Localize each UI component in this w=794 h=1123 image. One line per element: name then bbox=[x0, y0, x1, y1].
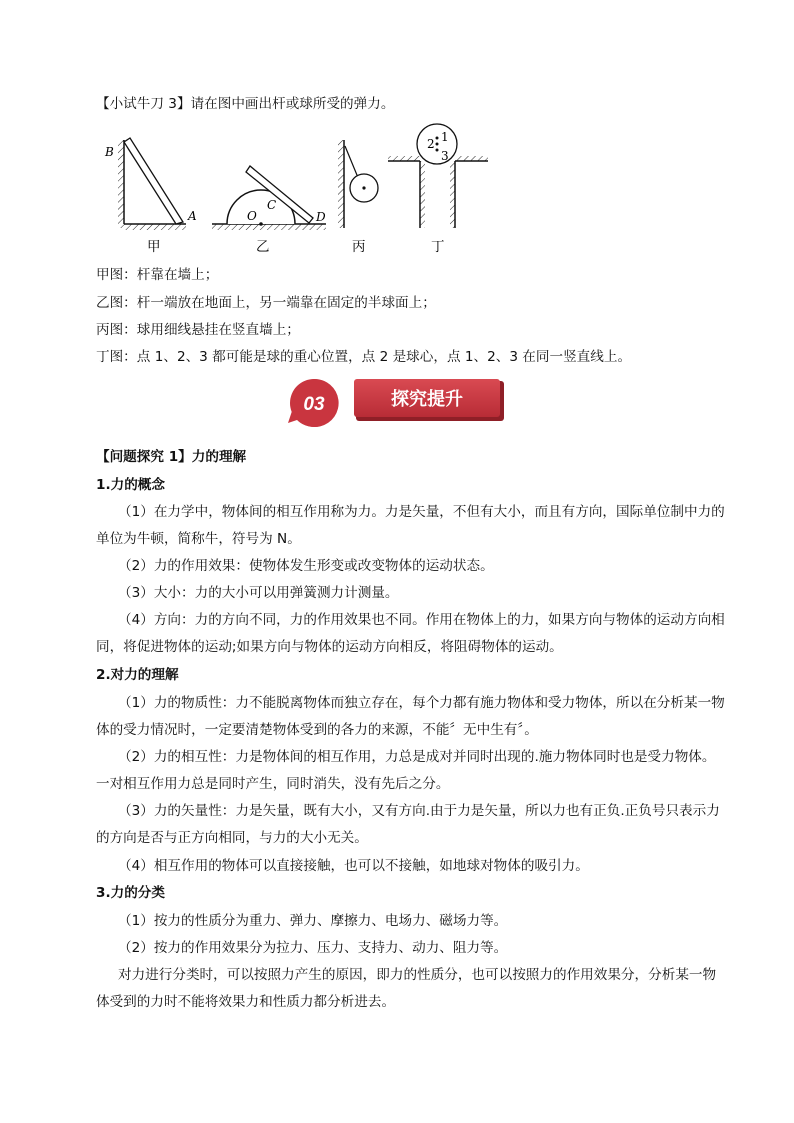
paragraph-3-1: （1）按力的性质分为重力、弹力、摩擦力、电场力、磁场力等。 bbox=[118, 913, 508, 929]
caption-yi: 乙 bbox=[256, 239, 270, 255]
paragraph-1-3: （3）大小：力的大小可以用弹簧测力计测量。 bbox=[118, 585, 399, 601]
paragraph-2-1-line2: 体的受力情况时，一定要清楚物体受到的各力的来源，不能〞无中生有〞。 bbox=[96, 722, 538, 738]
figure-bing bbox=[338, 140, 378, 228]
paragraph-1-4-line1: （4）方向：力的方向不同，力的作用效果也不同。作用在物体上的力，如果方向与物体的运动方向相 bbox=[118, 612, 725, 628]
paragraph-2-4: （4）相互作用的物体可以直接接触，也可以不接触，如地球对物体的吸引力。 bbox=[118, 858, 589, 874]
badge-title: 探究提升 bbox=[391, 389, 463, 410]
ground-hatch bbox=[212, 224, 326, 230]
force-diagrams bbox=[96, 118, 516, 268]
section-heading-1: 1.力的概念 bbox=[96, 477, 165, 493]
wall-hatch bbox=[118, 140, 124, 228]
point-3 bbox=[436, 149, 439, 152]
closing-line2: 体受到的力时不能将效果力和性质力都分析进去。 bbox=[96, 994, 396, 1010]
paragraph-2-2-line1: （2）力的相互性：力是物体间的相互作用，力总是成对并同时出现的.施力物体同时也是受力物体。 bbox=[118, 749, 716, 765]
figure-ding bbox=[388, 124, 488, 228]
label-b: B bbox=[105, 145, 114, 159]
figure-jia bbox=[104, 138, 197, 230]
string bbox=[345, 146, 359, 180]
rod-jia bbox=[124, 138, 183, 224]
paragraph-2-3-line2: 的方向是否与正方向相同，与力的大小无关。 bbox=[96, 830, 368, 846]
force-diagrams-svg bbox=[96, 118, 516, 268]
caption-ding: 丁 bbox=[431, 239, 445, 255]
description-bing: 丙图：球用细线悬挂在竖直墙上； bbox=[96, 322, 300, 338]
paragraph-1-1-line2: 单位为牛顿，简称牛，符号为 N。 bbox=[96, 531, 301, 547]
paragraph-3-2: （2）按力的作用效果分为拉力、压力、支持力、动力、阻力等。 bbox=[118, 940, 508, 956]
paragraph-1-1-line1: （1）在力学中，物体间的相互作用称为力。力是矢量，不但有大小，而且有方向，国际单位制中力的 bbox=[118, 504, 725, 520]
label-o: O bbox=[247, 209, 257, 223]
paragraph-2-2-line2: 一对相互作用力总是同时产生，同时消失，没有先后之分。 bbox=[96, 776, 450, 792]
section-badge bbox=[286, 375, 516, 435]
caption-jia: 甲 bbox=[147, 239, 161, 255]
paragraph-1-2: （2）力的作用效果：使物体发生形变或改变物体的运动状态。 bbox=[118, 558, 494, 574]
paragraph-2-1-line1: （1）力的物质性：力不能脱离物体而独立存在，每个力都有施力物体和受力物体，所以在分析某一物 bbox=[118, 695, 725, 711]
paragraph-1-4-line2: 同，将促进物体的运动;如果方向与物体的运动方向相反，将阻碍物体的运动。 bbox=[96, 639, 563, 655]
section-badge-svg bbox=[286, 375, 516, 435]
point-2 bbox=[436, 143, 439, 146]
section-heading-3: 3.力的分类 bbox=[96, 885, 165, 901]
label-1: 1 bbox=[441, 130, 449, 144]
figure-yi bbox=[212, 166, 326, 230]
paragraph-2-3-line1: （3）力的矢量性：力是矢量，既有大小，又有方向.由于力是矢量，所以力也有正负.正负号只表示力 bbox=[118, 803, 720, 819]
center-o bbox=[259, 222, 263, 226]
label-2: 2 bbox=[427, 137, 435, 151]
closing-line1: 对力进行分类时，可以按照力产生的原因，即力的性质分，也可以按照力的作用效果分，分析某一物 bbox=[118, 967, 717, 983]
ground-hatch bbox=[124, 224, 186, 230]
section-heading-2: 2.对力的理解 bbox=[96, 667, 179, 683]
caption-bing: 丙 bbox=[352, 239, 366, 255]
description-jia: 甲图：杆靠在墙上； bbox=[96, 267, 219, 283]
label-a: A bbox=[188, 209, 197, 223]
ball-center bbox=[362, 186, 365, 189]
label-c: C bbox=[267, 198, 277, 212]
description-ding: 丁图：点 1、2、3 都可能是球的重心位置，点 2 是球心，点 1、2、3 在同一竖直线上。 bbox=[96, 349, 632, 365]
point-1 bbox=[436, 137, 439, 140]
inquiry-title: 【问题探究 1】力的理解 bbox=[96, 449, 247, 465]
label-d: D bbox=[316, 210, 326, 224]
wall-hatch bbox=[338, 140, 344, 228]
badge-number: 03 bbox=[303, 394, 325, 415]
exercise-title: 【小试牛刀 3】请在图中画出杆或球所受的弹力。 bbox=[96, 96, 395, 112]
label-3: 3 bbox=[441, 149, 449, 163]
description-yi: 乙图：杆一端放在地面上，另一端靠在固定的半球面上； bbox=[96, 295, 436, 311]
